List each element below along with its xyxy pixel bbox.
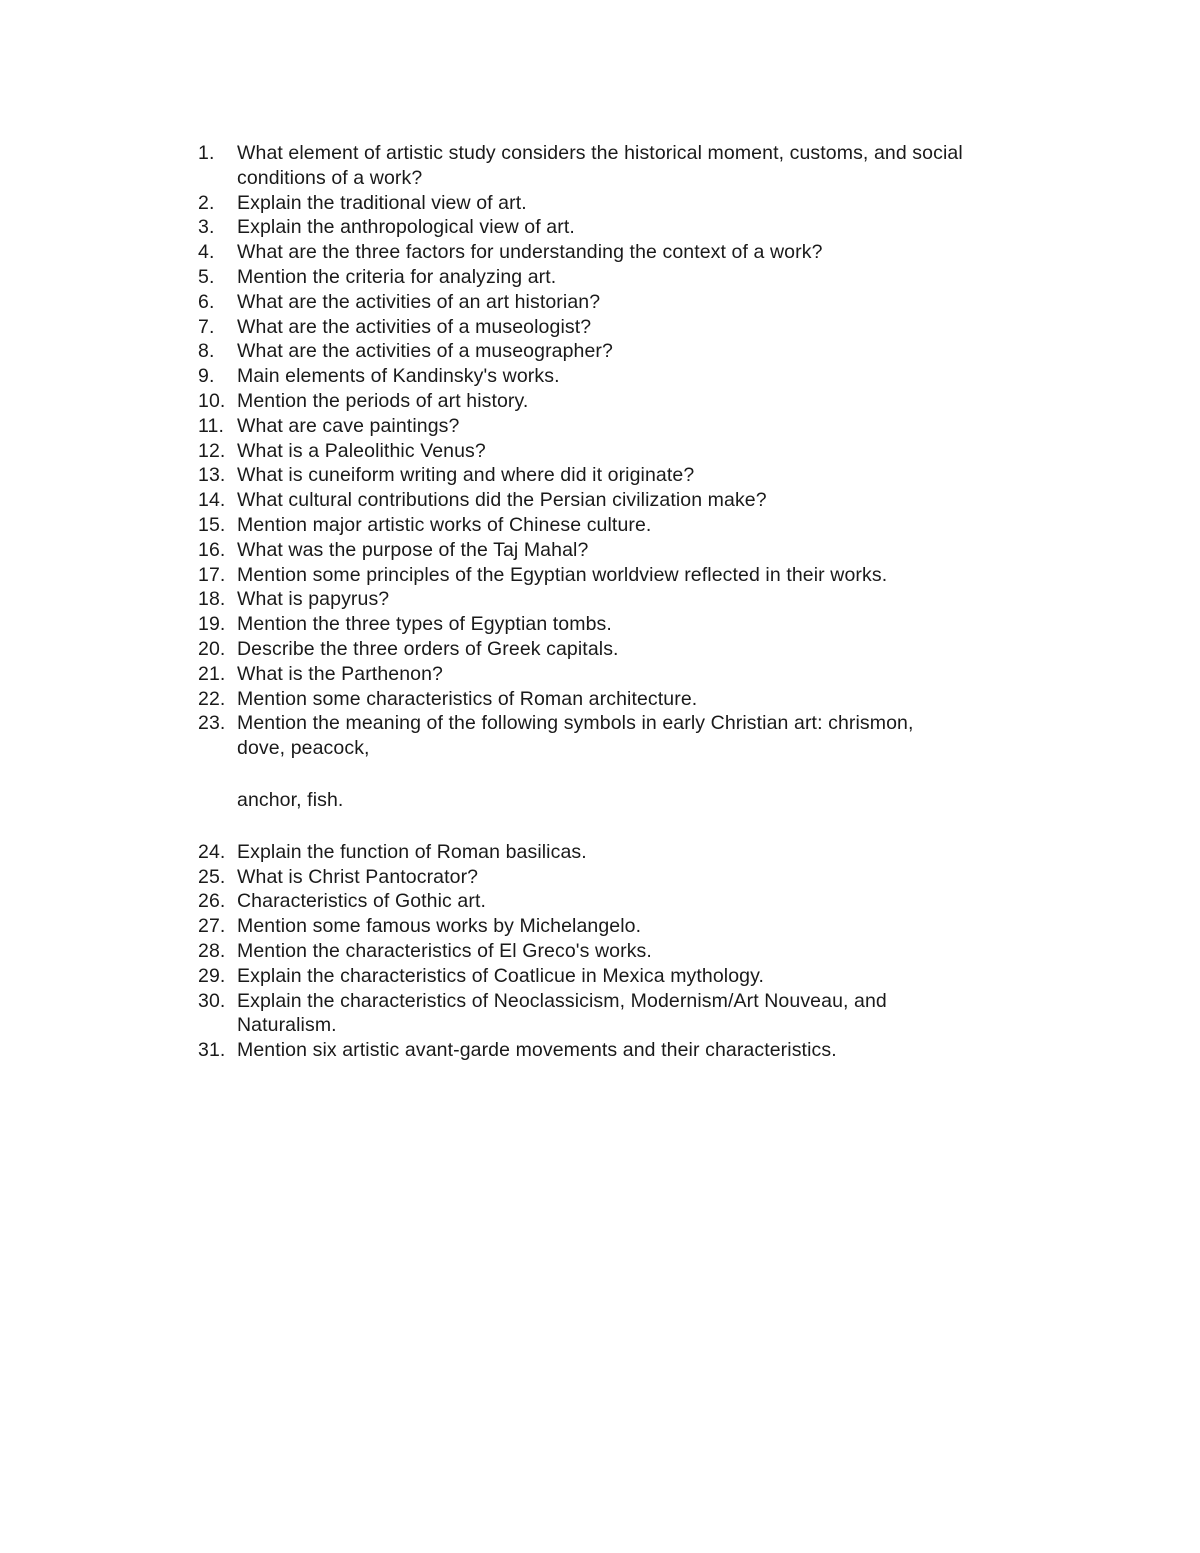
question-number: 11. [198, 414, 224, 437]
question-text [237, 687, 1058, 712]
question-number: 6. [198, 290, 215, 313]
question-text-line: Mention the meaning of the following symbols in early Christian art: chrismon, [237, 712, 914, 735]
question-number: 18. [198, 588, 226, 611]
question-number: 30. [198, 989, 226, 1012]
question-item [198, 1038, 1058, 1063]
question-text [237, 964, 1058, 989]
question-number: 25. [198, 865, 226, 888]
question-item [198, 339, 1058, 364]
question-text-line: Main elements of Kandinsky's works. [237, 365, 560, 388]
question-text-line: What is the Parthenon? [237, 662, 443, 685]
question-item [198, 389, 1058, 414]
question-number: 14. [198, 489, 226, 512]
question-text-line: Describe the three orders of Greek capitals. [237, 637, 619, 660]
question-text [237, 637, 1058, 662]
question-number: 5. [198, 265, 215, 288]
question-item [198, 290, 1058, 315]
question-text-line: Mention some principles of the Egyptian worldview reflected in their works. [237, 563, 888, 586]
question-text [237, 364, 1058, 389]
question-text-line: What are the activities of a museographer? [237, 340, 613, 363]
question-item [198, 215, 1058, 240]
question-text-line: Mention the characteristics of El Greco's works. [237, 939, 652, 962]
question-text [237, 587, 1058, 612]
question-text [237, 513, 1058, 538]
question-item [198, 840, 1058, 865]
question-item [198, 463, 1058, 488]
question-text-line: What is papyrus? [237, 588, 390, 611]
question-number: 19. [198, 613, 226, 636]
question-text-line: Explain the traditional view of art. [237, 191, 527, 214]
question-text-line: Explain the characteristics of Neoclassicism, Modernism/Art Nouveau, and [237, 989, 887, 1012]
question-item [198, 989, 1058, 1039]
question-item [198, 939, 1058, 964]
question-number: 12. [198, 439, 226, 462]
question-text-line: What is Christ Pantocrator? [237, 865, 479, 888]
question-number: 24. [198, 840, 226, 863]
question-number: 26. [198, 890, 226, 913]
question-number: 23. [198, 712, 226, 735]
question-text-line: Explain the characteristics of Coatlicue in Mexica mythology. [237, 964, 765, 987]
question-text [237, 488, 1058, 513]
question-text-line: What are the activities of a museologist? [237, 315, 592, 338]
question-item [198, 265, 1058, 290]
question-number: 9. [198, 365, 215, 388]
question-text [237, 840, 1058, 865]
question-text-line: anchor, fish. [237, 788, 344, 811]
question-number: 1. [198, 142, 215, 164]
question-text-line: Explain the anthropological view of art. [237, 216, 575, 239]
question-number: 22. [198, 687, 226, 710]
question-item [198, 191, 1058, 216]
question-number: 8. [198, 340, 215, 363]
question-text-line: Mention major artistic works of Chinese culture. [237, 513, 652, 536]
question-item [198, 240, 1058, 265]
question-text [237, 389, 1058, 414]
question-text-line: Mention the criteria for analyzing art. [237, 265, 557, 288]
question-number: 2. [198, 191, 215, 214]
question-text-line: Mention some famous works by Michelangelo. [237, 915, 642, 938]
question-item [198, 141, 1058, 191]
question-number: 29. [198, 964, 226, 987]
question-text-line: What are the activities of an art historian? [237, 290, 601, 313]
question-item [198, 687, 1058, 712]
question-list [198, 141, 1058, 1063]
question-item [198, 488, 1058, 513]
question-text [237, 711, 1058, 812]
question-text [237, 414, 1058, 439]
question-number: 13. [198, 464, 226, 487]
question-text [237, 215, 1058, 240]
question-item [198, 439, 1058, 464]
question-item [198, 364, 1058, 389]
question-number: 15. [198, 513, 226, 536]
question-text-line: conditions of a work? [237, 166, 423, 189]
question-text [237, 141, 1058, 191]
question-item [198, 964, 1058, 989]
question-item [198, 914, 1058, 939]
question-text [237, 240, 1058, 265]
question-number: 28. [198, 939, 226, 962]
question-item [198, 538, 1058, 563]
question-text-line: Naturalism. [237, 1014, 337, 1037]
question-item [198, 563, 1058, 588]
question-text-line: What was the purpose of the Taj Mahal? [237, 538, 589, 561]
question-item [198, 711, 1058, 812]
question-text [237, 989, 1058, 1039]
question-item [198, 612, 1058, 637]
question-text [237, 463, 1058, 488]
question-text-line: Mention the three types of Egyptian tombs. [237, 613, 612, 636]
question-text [237, 865, 1058, 890]
question-text-line: Explain the function of Roman basilicas. [237, 840, 587, 863]
question-item [198, 637, 1058, 662]
question-text [237, 612, 1058, 637]
question-text [237, 563, 1058, 588]
question-text [237, 290, 1058, 315]
question-text [237, 315, 1058, 340]
question-number: 16. [198, 538, 226, 561]
question-text [237, 265, 1058, 290]
question-number: 17. [198, 563, 226, 586]
question-number: 3. [198, 216, 215, 239]
question-text [237, 914, 1058, 939]
question-number: 7. [198, 315, 215, 338]
question-item [198, 889, 1058, 914]
question-number: 31. [198, 1039, 226, 1062]
question-text-line: What is a Paleolithic Venus? [237, 439, 486, 462]
question-text-line: Characteristics of Gothic art. [237, 890, 486, 913]
question-item [198, 414, 1058, 439]
question-number: 21. [198, 662, 226, 685]
question-text-line: Mention some characteristics of Roman architecture. [237, 687, 698, 710]
question-item [198, 587, 1058, 612]
question-item [198, 865, 1058, 890]
question-text [237, 339, 1058, 364]
question-text-line: dove, peacock, [237, 737, 370, 760]
question-number: 4. [198, 241, 215, 264]
question-text-line: What cultural contributions did the Persian civilization make? [237, 489, 767, 512]
question-number: 27. [198, 915, 226, 938]
question-text-line: Mention the periods of art history. [237, 389, 529, 412]
question-text [237, 939, 1058, 964]
question-text-line: What are cave paintings? [237, 414, 460, 437]
question-text [237, 538, 1058, 563]
question-text [237, 662, 1058, 687]
question-text [237, 1038, 1058, 1063]
question-item [198, 662, 1058, 687]
question-text [237, 889, 1058, 914]
question-item [198, 513, 1058, 538]
question-text-line: What are the three factors for understanding the context of a work? [237, 241, 823, 264]
question-text [237, 191, 1058, 216]
question-item [198, 315, 1058, 340]
question-text-line: Mention six artistic avant-garde movements and their characteristics. [237, 1039, 837, 1062]
question-number: 20. [198, 637, 226, 660]
question-text-line: What element of artistic study considers the historical moment, customs, and social [237, 142, 963, 164]
question-text-line: What is cuneiform writing and where did it originate? [237, 464, 695, 487]
question-number: 10. [198, 389, 226, 412]
question-text [237, 439, 1058, 464]
